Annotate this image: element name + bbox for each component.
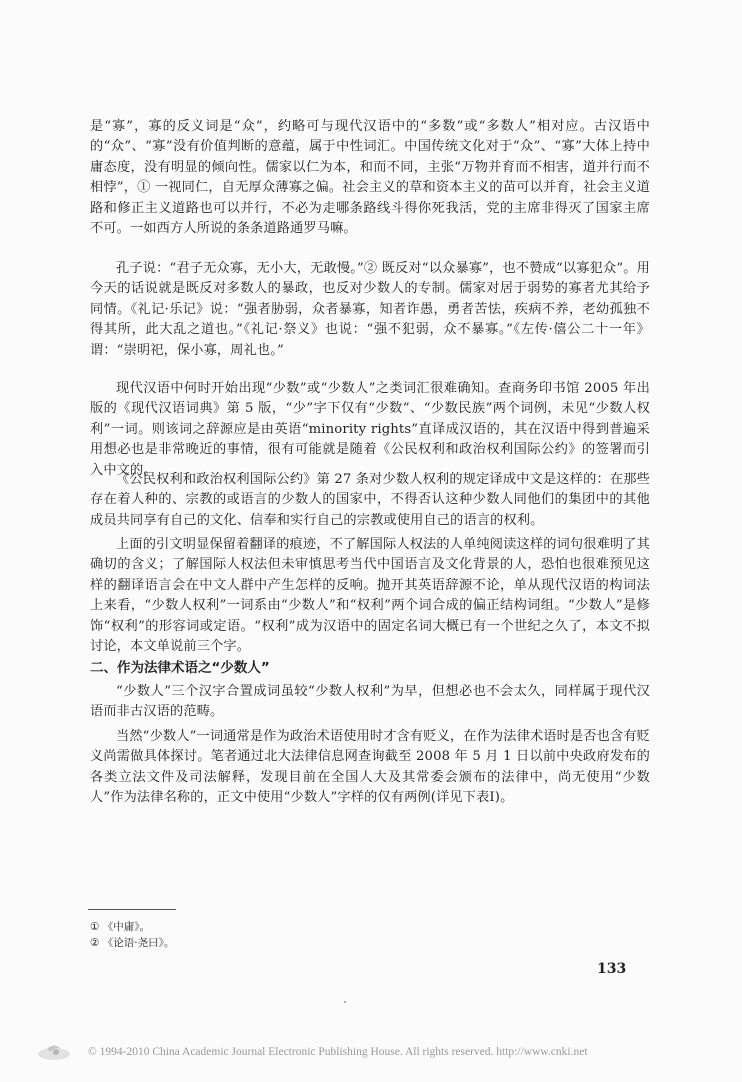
section-heading: 二、作为法律术语之“少数人” xyxy=(90,660,270,676)
paragraph-3: 现代汉语中何时开始出现“少数”或“少数人”之类词汇很难确知。查商务印书馆 2005 年出版的《现代汉语词典》第 5 版，“少”字下仅有“少数”、“少数民族”两个词例，未见“少数人权利”一词。则该词之辞源应是由英语“minority rights”直译成汉语的，其在汉语中得到普遍采用想必也是非常晚近的事情，很有可能就是随着《公民权利和政治权利国际公约》的签署而引入中文的。 xyxy=(90,381,650,478)
scan-speck xyxy=(344,1001,346,1003)
footnote-1: ① 《中庸》。 xyxy=(90,921,151,933)
paragraph-2: 孔子说：“君子无众寡，无小大，无敢慢。”② 既反对“以众暴寡”，也不赞成“以寡犯众”。用今天的话说就是既反对多数人的暴政，也反对少数人的专制。儒家对居于弱势的寡者尤其给予同情。《礼记·乐记》说：“强者胁弱，众者暴寡，知者诈愚，勇者苦怯，疾病不养，老幼孤独不得其所，此大乱之道也。”《礼记·祭义》也说：“强不犯弱，众不暴寡。”《左传·僖公二十一年》谓：“崇明祀，保小寡，周礼也。” xyxy=(90,261,650,358)
cnki-logo-icon xyxy=(36,1041,72,1063)
copyright-footer: © 1994-2010 China Academic Journal Electronic Publishing House. All rights reserved. http://www.cnki.net xyxy=(88,1046,588,1058)
paragraph-5: 上面的引文明显保留着翻译的痕迹，不了解国际人权法的人单纯阅读这样的词句很难明了其确切的含义；了解国际人权法但未审慎思考当代中国语言及文化背景的人，恐怕也很难预见这样的翻译语言会在中文人群中产生怎样的反响。抛开其英语辞源不论，单从现代汉语的构词法上来看，“少数人权利”一词系由“少数人”和“权利”两个词合成的偏正结构词组。“少数人”是修饰“权利”的形容词或定语。“权利”成为汉语中的固定名词大概已有一个世纪之久了，本文不拟讨论，本文单说前三个字。 xyxy=(90,537,650,655)
footnote-2: ② 《论语·尧曰》。 xyxy=(90,937,175,949)
page-number: 133 xyxy=(597,961,627,977)
section-paragraph-2: 当然“少数人”一词通常是作为政治术语使用时才含有贬义，在作为法律术语时是否也含有贬义尚需做具体探讨。笔者通过北大法律信息网查询截至 2008 年 5 月 1 日以前中央政府发布的各类立法文件及司法解释，发现目前在全国人大及其常委会颁布的法律中，尚无使用“少数人”作为法律名称的，正文中使用“少数人”字样的仅有两例(详见下表Ⅰ)。 xyxy=(90,729,650,806)
paragraph-4: 《公民权利和政治权利国际公约》第 27 条对少数人权利的规定译成中文是这样的：在那些存在着人种的、宗教的或语言的少数人的国家中，不得否认这种少数人同他们的集团中的其他成员共同享有自己的文化、信奉和实行自己的宗教或使用自己的语言的权利。 xyxy=(90,472,650,528)
section-paragraph-1: “少数人”三个汉字合置成词虽较“少数人权利”为早，但想必也不会太久，同样属于现代汉语而非古汉语的范畴。 xyxy=(90,684,650,720)
footnote-divider xyxy=(88,909,176,910)
paragraph-1: 是“寡”，寡的反义词是“众”，约略可与现代汉语中的“多数”或“多数人”相对应。古汉语中的“众”、“寡”没有价值判断的意蕴，属于中性词汇。中国传统文化对于“众”、“寡”大体上持中庸态度，没有明显的倾向性。儒家以仁为本，和而不同，主张“万物并育而不相害，道并行而不相悖”，① 一视同仁，自无厚众薄寡之偏。社会主义的草和资本主义的苗可以并育，社会主义道路和修正主义道路也可以并行，不必为走哪条路线斗得你死我活，党的主席非得灭了国家主席不可。一如西方人所说的条条道路通罗马嘛。 xyxy=(90,119,650,237)
